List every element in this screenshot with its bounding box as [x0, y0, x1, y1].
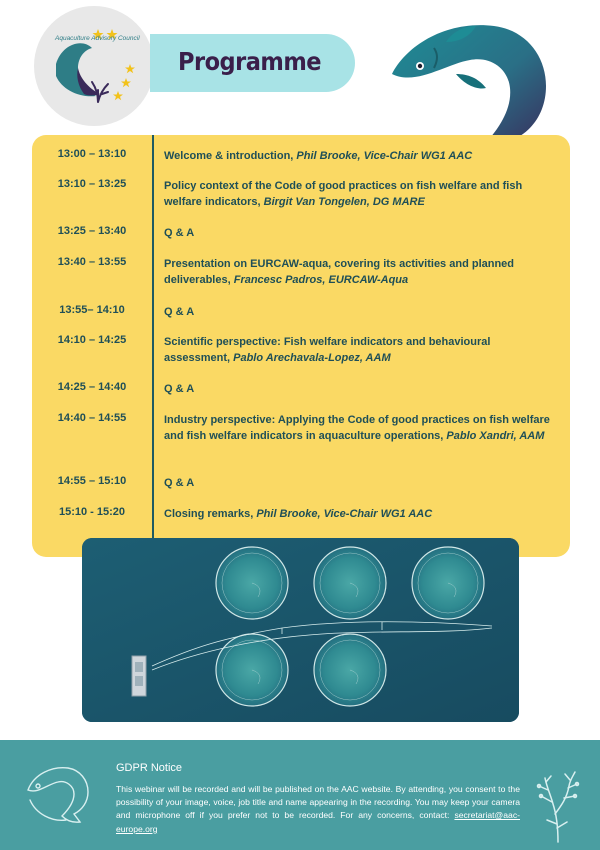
programme-description: Scientific perspective: Fish welfare indicators and behavioural assessment, Pablo Arechavala-Lopez, AAM: [164, 336, 491, 364]
programme-description: Q & A: [164, 477, 195, 489]
fish-farm-photo: [82, 538, 519, 722]
page-title: Programme: [178, 47, 322, 76]
logo-text: Aquaculture Advisory Council: [55, 35, 140, 42]
programme-description: Q & A: [164, 383, 195, 395]
programme-description: Q & A: [164, 227, 195, 239]
programme-time: 14:10 – 14:25: [57, 334, 127, 346]
gdpr-body: This webinar will be recorded and will be published on the AAC website. By attending, you consent to the possibility of your image, voice, job title and name appearing in the recording. You may keep your camera and microphone off if you prefer not to be recorded. For any concerns, contact: secretariat@aac-europe.org: [116, 784, 520, 834]
programme-description: Closing remarks, Phil Brooke, Vice-Chair WG1 AAC: [164, 508, 433, 520]
aac-logo: [34, 6, 154, 126]
fish-outline-icon: [22, 760, 94, 828]
programme-description: Welcome & introduction, Phil Brooke, Vice-Chair WG1 AAC: [164, 150, 473, 162]
programme-time: 14:40 – 14:55: [57, 412, 127, 424]
coral-icon: [533, 768, 583, 844]
programme-time: 13:40 – 13:55: [57, 256, 127, 268]
programme-time: 13:55– 14:10: [59, 304, 125, 316]
programme-time: 14:25 – 14:40: [57, 381, 127, 393]
programme-time: 15:10 - 15:20: [58, 506, 126, 518]
gdpr-title: GDPR Notice: [116, 762, 183, 774]
programme-description: Industry perspective: Applying the Code of good practices on fish welfare and fish welfare indicators in aquaculture operations, Pablo Xandri, AAM: [164, 414, 550, 442]
programme-time: 13:10 – 13:25: [57, 178, 127, 190]
programme-description: Policy context of the Code of good practices on fish welfare and fish welfare indicators, Birgit Van Tongelen, DG MARE: [164, 180, 523, 208]
programme-time: 13:00 – 13:10: [57, 148, 127, 160]
programme-description: Q & A: [164, 306, 195, 318]
programme-description: Presentation on EURCAW-aqua, covering its activities and planned deliverables, Francesc Padros, EURCAW-Aqua: [164, 258, 515, 286]
time-divider: [152, 135, 154, 557]
programme-time: 14:55 – 15:10: [57, 475, 127, 487]
programme-time: 13:25 – 13:40: [57, 225, 127, 237]
contact-email-link[interactable]: secretariat@aac-europe.org: [116, 810, 520, 834]
